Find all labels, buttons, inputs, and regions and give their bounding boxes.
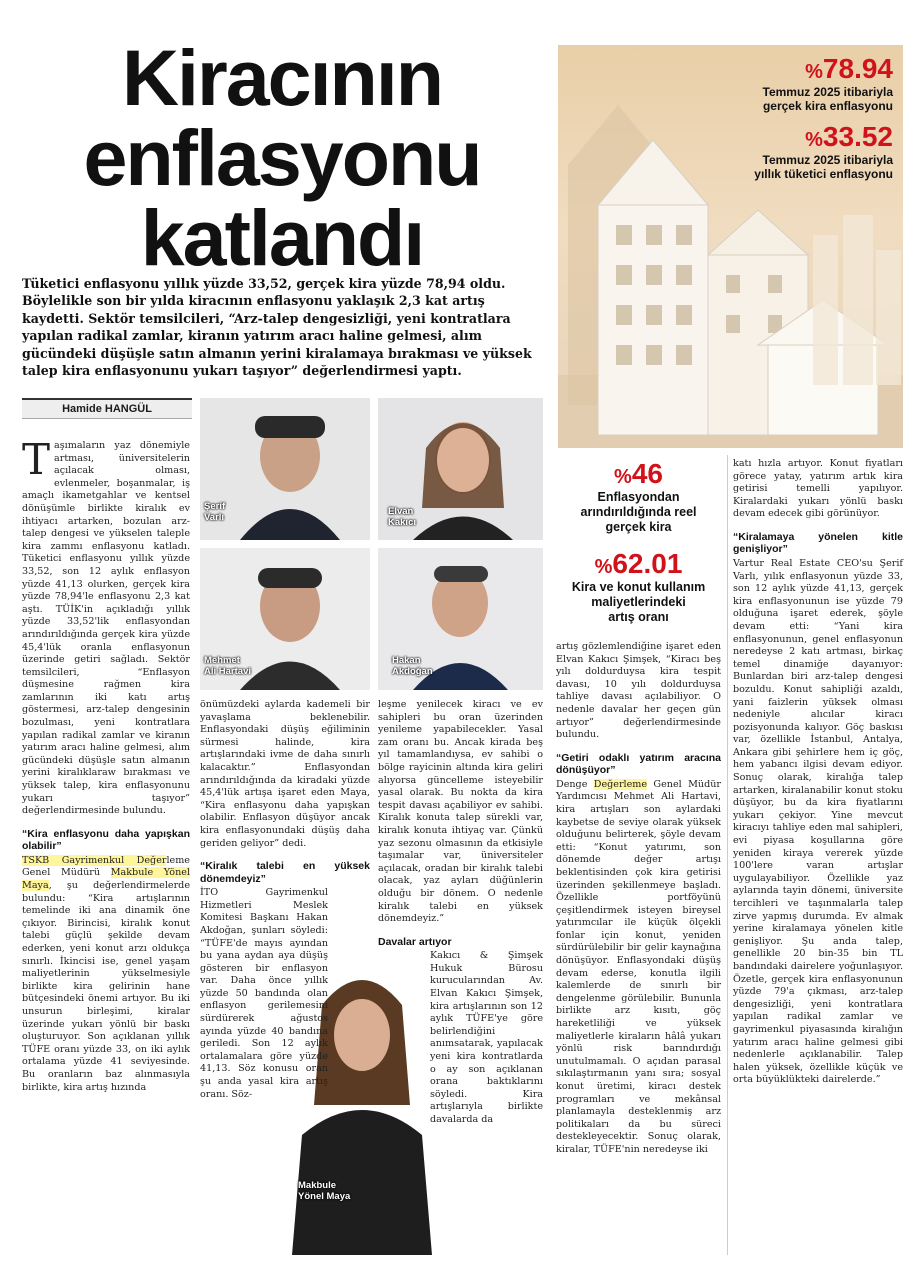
highlight-makbule: Makbule Yönel Maya [22, 867, 190, 891]
column-5-subheading: “Kiralamaya yönelen kitle genişliyor” [733, 530, 903, 556]
hero-stat-2 [693, 121, 893, 181]
column-2-paragraph-1: önümüzdeki aylarda kademeli bir yavaşlama beklenebilir. Enflasyondaki düşüş eğiliminin sürmesi halinde, kira artışlarındaki ivme de daha sınırlı kalacaktır.” Enflasyondan arındırıldığında da kiradaki yüzde 45,4'lük artışa işaret eden Maya, “Kira enflasyonu daha yapışkan olabilir. Enflasyon düşüyor ancak kira enflasyonundaki düşüş daha geriden geliyor” dedi. [200, 699, 370, 849]
column-1-subheading: “Kira enflasyonu daha yapışkan olabilir” [22, 827, 190, 853]
photo-serif-varli [200, 398, 370, 540]
hero-stat-1-pct: % [805, 61, 823, 83]
column-4-paragraph-1: artış gözlemlendiğine işaret eden Elvan Kakıcı Şimşek, “Kiracı beş yılı doldurduysa kira tespit davası, 10 yılı doldurduysa tahliye davası açılabiliyor. O nedenle davalar her geçen gün artıyor” değerlendirmesinde bulundu. [556, 641, 721, 741]
hero-stat-2-value: 33.52 [822, 121, 893, 152]
column-2-paragraph-2: İTO Gayrimenkul Hizmetleri Meslek Komitesi Başkanı Hakan Akdoğan, şunları söyledi: “TÜFE'de mayıs ayından bu yana aydan aya düşüş gösteren bir enflasyon var. Daha önce yıllık yüzde 50 bandında olan enflasyon gerilemesini sürdürerek ağustos ayında yüzde 40 bandına geriledi. Son 12 aylık ortalamalara göre yüzde 41,13. Söz konusu oran şu anda yasal kira artış oranı. Söz- [200, 887, 328, 1100]
hero-stat-2-pct: % [805, 129, 823, 151]
column-1-paragraph-1: aşımaların yaz dönemiyle artması, üniversitelerin açılacak olması, evlenmeler, boşanmalar, iş amaçlı ikametgahlar ve kentsel dönüşümle birlikte kiralık ev ihtiyacı artarken, bozulan arz-talep dengesi ve yükselen taleple kira zammı enflasyonu katladı. Tüketici enflasyonu yıllık yüzde 33,52, son 12 aylık enflasyon yüzde 41,13 olurken, gerçek kira yüzde 78,94'le enflasyonu 2,3 kat aştı. TÜİK'in açıkladığı yıllık yüzde 33,52'lik enflasyondan arındırıldığında gerçek kira yüzde 45,4'lük oranla enflasyonun üzerinde getiri sağladı. Sektör temsilcileri, “Enflasyon düşmesine rağmen kira zamlarının iki katı artış göstermesi, arz-talep dengesinin bozulması, yeni kontratlara yapılan radikal zamlar ve kiranın yatırım aracı haline gelmesi, alım gücündeki düşüşle satın almanın yerini kiralıklaraw bırakması ve yüksek talep, kira enflasyonunu yukarı taşıyor” değerlendirmesinde bulundu. [22, 440, 190, 817]
mid-stat-2-pct: % [594, 556, 613, 578]
headline-line-2: enflasyonu [83, 113, 481, 202]
portrait-icon [200, 398, 370, 540]
mid-stat-2 [556, 548, 721, 625]
hero-stat-1-value: 78.94 [822, 53, 893, 84]
column-1-text-a: leme Genel Müdürü [22, 854, 190, 879]
mid-stat-2-label-2: maliyetlerindeki [591, 595, 686, 609]
mid-stat-1-label-2: arındırıldığında reel [580, 505, 697, 519]
caption-makbule: Makbule Yönel Maya [298, 1180, 351, 1202]
hero-stat-1-label-2: gerçek kira enflasyonu [762, 99, 893, 113]
highlight-tskb: TSKB Gayrimenkul Değer [22, 854, 167, 866]
caption-hakan: Hakan Akdoğan [392, 655, 433, 677]
mid-stat-1-label-3: gerçek kira [605, 520, 672, 534]
column-3-paragraph-2: Kakıcı & Şimşek Hukuk Bürosu kurucularından Av. Elvan Kakıcı Şimşek, kira artışlarının son 12 aylık TÜFE'ye göre belirlendiğini anımsatarak, yapılacak yeni kira kontratlarda o ay son açıklanan orana baktıklarını söyledi. Kira artışlarıyla birlikte davalarda da [430, 950, 543, 1125]
caption-elvan: Elvan Kakıcı [388, 506, 416, 528]
mid-stat-1-label-1: Enflasyondan [597, 490, 680, 504]
column-4 [556, 641, 721, 1157]
hero-stat-1 [713, 53, 893, 113]
photo-mehmet-ali-hartavi [200, 548, 370, 690]
mid-stat-2-value: 62.01 [612, 548, 683, 579]
column-4-subheading: “Getiri odaklı yatırım aracına dönüşüyor” [556, 751, 721, 777]
column-1 [22, 435, 190, 1094]
column-3 [378, 699, 543, 1127]
column-2-subheading: “Kiralık talebi en yüksek dönemdeyiz” [200, 860, 370, 885]
column-3-paragraph-1: leşme yenilecek kiracı ve ev sahipleri bu oran üzerinden yenileme yapabilecekler. Yasal zam oranı bu. Ancak kirada beş yıl tamamlandıysa, ev sahibi o bölge rayicinin altında kira geliri alıyorsa güncelleme isteyebilir yasal olarak. Bu nokta da kira tespit davası açabiliyor ev sahibi. Kiralık konuta talep sürekli var, kiralık konuta ihtiyaç var. Çünkü yaz sezonu olmasının da etkisiyle taşımalar var, üniversiteler açılacak, oradan bir kiralık talebi olacak, yaz ayları düğünlerin olduğu bir dönem. O nedenle kiralık talebi en yüksek dönemdeyiz.” [378, 699, 543, 925]
hero-stat-2-label-2: yıllık tüketici enflasyonu [754, 167, 893, 181]
dropcap: T [22, 435, 51, 484]
caption-serif: Şerif Varlı [204, 501, 226, 523]
caption-mehmet: Mehmet Ali Hartavi [204, 655, 251, 677]
headline [22, 33, 542, 282]
mid-stat-2-label-1: Kira ve konut kullanım [571, 580, 706, 594]
byline: Hamide HANGÜL [22, 398, 192, 419]
column-5 [733, 458, 903, 1087]
column-2 [200, 699, 370, 1254]
lead-paragraph: Tüketici enflasyonu yıllık yüzde 33,52, gerçek kira yüzde 78,94 oldu. Böylelikle son bir yılda kiracının enflasyonu yaklaşık 2,3 kat artış kaydetti. Sektör temsilcileri, “Arz-talep dengesizliği, yeni kontratlara yapılan radikal zamlar, kiranın yatırım aracı haline gelmesi, alım gücündeki düşüşle satın almanın yerini kiralamaya bırakması ve yüksek talep kira enflasyonunu yukarı taşıyor” değerlendirmesi yaptı. [22, 276, 532, 379]
column-4-text-b: Genel Müdür Yardımcısı Mehmet Ali Hartavi, kira artışları son aylardaki kaybetse de seviye olarak yüksek olduğunu belirterek, şöyle devam etti: “Konut yatırımı, son dönemde değer artışı beklentisinden çok kira getirisi üzerinden şekillenmeye başladı. Özellikle portföyünü çeşitlendirmek isteyen bireysel yatırımcılar ile küçük ölçekli fonlar için konut, yeniden sürdürülebilir bir gelir kaynağına dönüşüyor. Enflasyondaki düşüş devam ederse, konutla ilgili kalemlerde de sınırlı bir dengelenme görülebilir. Bununla birlikte arz kısıtı, göç hareketliliği ve yüksek maliyetlerle kiraların hâlâ yukarı yönlü risk barındırdığı unutulmamalı. O açıdan parasal sıkılaştırmanın yanı sıra; sosyal konut üretimi, kiracı destek programları ve mekânsal planlamayla desteklenmiş arz politikaları da bu süreci destekleyecektir. Sonuç olarak, kiralar, TÜFE'nin neredeyse iki [556, 778, 721, 1155]
highlight-denge: Değerleme [593, 778, 648, 790]
mid-stat-2-label-3: artış oranı [608, 610, 669, 624]
column-1-text-b: , şu değerlendirmelerde bulundu: “Kira artışlarının temelinde iki ana dinamik öne çıkıyor. Birincisi, kiralık konut talebi güçlü şekilde devam ederken, yeni konut arzı oldukça sınırlı. İkincisi ise, genel yaşam maliyetlerinin yükselmesiyle birlikte kira gelirinin hane bütçesindeki önemi artıyor. Bu iki unsurun birleşimi, kiralar üzerinde yukarı yönlü bir baskı oluşturuyor. Son açıklanan yıllık TÜFE oranı yüzde 33, on iki aylık ortalama yüzde 41 seviyesinde. Bu oranların baz alınmasıyla birlikte, kira artış hızında [22, 880, 190, 1093]
column-4-text-a: Denge [556, 778, 594, 790]
mid-stat-1 [556, 458, 721, 535]
photo-elvan-kakici [378, 398, 543, 540]
mid-stat-1-value: 46 [631, 458, 663, 489]
column-5-paragraph-1: katı hızla artıyor. Konut fiyatları görece yatay, yatırım artık kira getirisi temelli yapılıyor. Kiralardaki yukarı yönlü baskı devam edecek gibi görünüyor. [733, 458, 903, 520]
column-3-subheading: Davalar artıyor [378, 935, 452, 948]
hero-image [558, 45, 903, 448]
headline-line-1: Kiracının [121, 33, 443, 122]
hero-stat-2-label-1: Temmuz 2025 itibariyla [762, 153, 893, 167]
column-divider [727, 455, 728, 1255]
column-5-paragraph-2: Vartur Real Estate CEO'su Şerif Varlı, yılık enflasyonun yüzde 33, son 12 aylık yüzde 41,13, gerçek kira enflasyonunun ise yüzde 79 olduğuna işaret ederek, şöyle devam etti: “Yani kira enflasyonunun, genel enflasyonun neredeyse 2 katı artması, birkaç temel dinamiğe dayanıyor: Bunlardan biri arz-talep dengesi bozuldu. Konut sahipliği azaldı, yani faizlerin yüksek olması nedeniyle alıcılar kiracı pozisyonunda kalıyor. Göç baskısı var, özellikle İstanbul, Antalya, Ankara gibi şehirlere hem iç göç, hem yabancı ilgisi devam ediyor. Sonuç olarak, kiralığa talep artarken, kiralanabilir konut stoku düşüyor, bu da kira fiyatlarını yukarı çekiyor. Yine mevcut kiracıyı tahliye eden mal sahipleri, evi piyasa koşullarına göre yeniden kiraya vererek yüzde 100'lere varan artışlar uygulayabiliyor. Özellikle yaz aylarında tayin dönemi, üniversite tercihleri ve taşınmalarla talep zirve yapmış durumda. Ev almak yerine kiralamaya yönelen kitle genişliyor. Şu anda talep, genellikle 20 bin-35 bin TL bandındaki dairelere yoğunlaşıyor. Özetle, gerçek kira enflasyonunun yüzde 79'a çıkması, arz-talep dengesizliği, yeni kontratlara yapılan radikal zamlar ve gayrimenkul piyasasında kiralığın yatırım aracı haline gelmesi gibi nedenlerle açıklanabilir. Talep halen yüksek, özellikle küçük ve orta büyüklükteki dairelerde.” [733, 557, 903, 1086]
headline-line-3: katlandı [140, 193, 424, 282]
photo-hakan-akdogan [378, 548, 543, 690]
hero-stat-1-label-1: Temmuz 2025 itibariyla [762, 85, 893, 99]
mid-stat-1-pct: % [614, 466, 632, 488]
